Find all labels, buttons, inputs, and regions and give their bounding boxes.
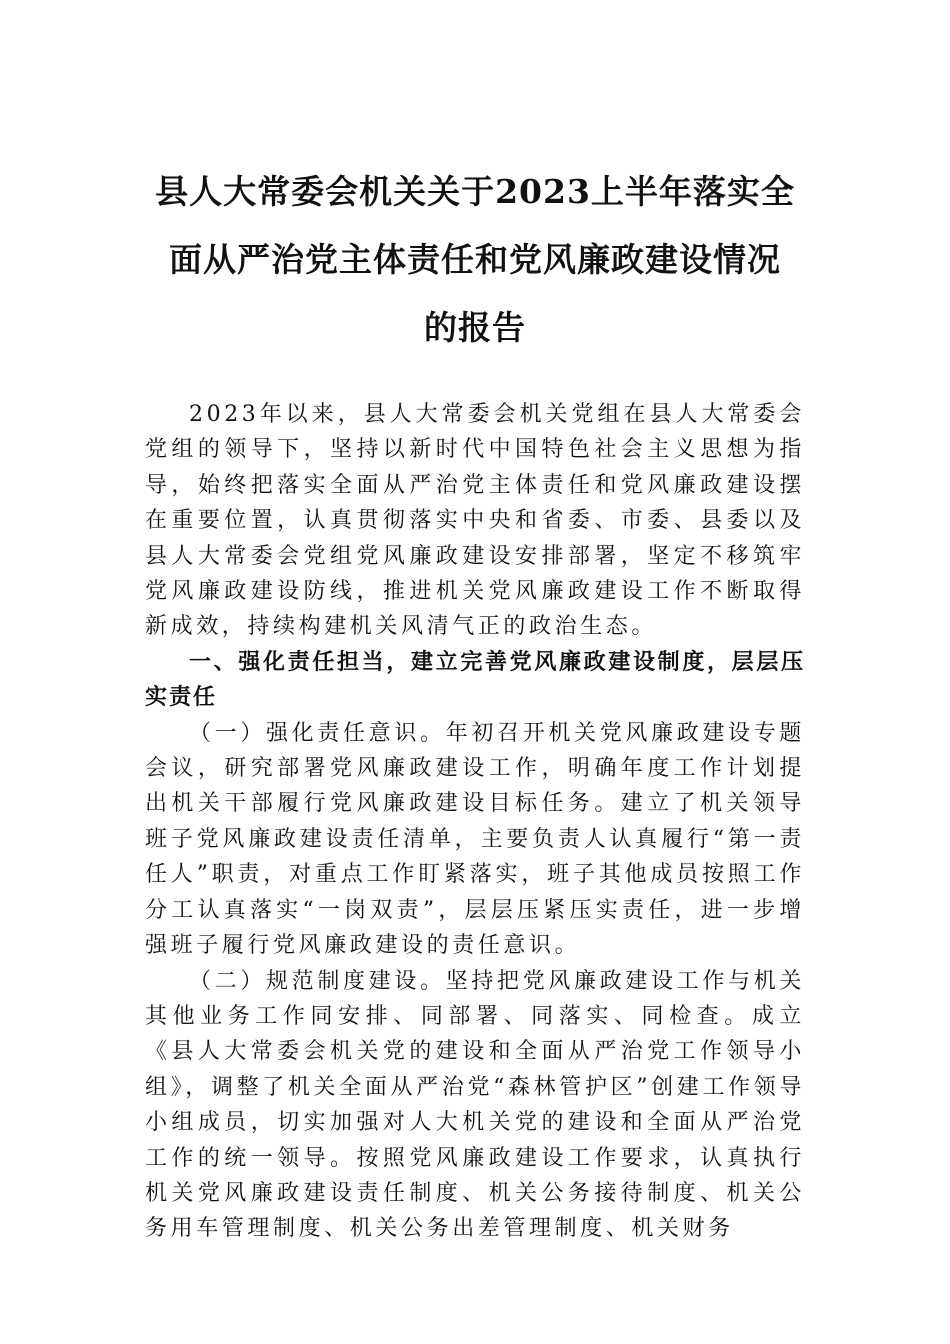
subsection-paragraph-1: （一）强化责任意识。年初召开机关党风廉政建设专题会议，研究部署党风廉政建设工作，明确年度工作计划提出机关干部履行党风廉政建设目标任务。建立了机关领导班子党风廉政建设责任清单，主要负责人认真履行“第一责任人”职责，对重点工作盯紧落实，班子其他成员按照工作分工认真落实“一岗双责”，层层压紧压实责任，进一步增强班子履行党风廉政建设的责任意识。 bbox=[145, 720, 805, 959]
section-heading-1: 一、强化责任担当，建立完善党风廉政建设制度，层层压实责任 bbox=[145, 649, 805, 711]
title-line-3: 的报告 bbox=[424, 308, 526, 347]
intro-paragraph: 2023年以来，县人大常委会机关党组在县人大常委会党组的领导下，坚持以新时代中国特色社会主义思想为指导，始终把落实全面从严治党主体责任和党风廉政建设摆在重要位置，认真贯彻落实中央和省委、市委、县委以及县人大常委会党组党风廉政建设安排部署，坚定不移筑牢党风廉政建设防线，推进机关党风廉政建设工作不断取得新成效，持续构建机关风清气正的政治生态。 bbox=[145, 402, 805, 640]
document-body bbox=[145, 397, 805, 1247]
document-title bbox=[145, 158, 805, 362]
title-line-1: 县人大常委会机关关于2023上半年落实全 bbox=[155, 172, 795, 211]
title-line-2: 面从严治党主体责任和党风廉政建设情况 bbox=[169, 240, 781, 279]
subsection-paragraph-2: （二）规范制度建设。坚持把党风廉政建设工作与机关其他业务工作同安排、同部署、同落实、同检查。成立《县人大常委会机关党的建设和全面从严治党工作领导小组》，调整了机关全面从严治党“森林管护区”创建工作领导小组成员，切实加强对人大机关党的建设和全面从严治党工作的统一领导。按照党风廉政建设工作要求，认真执行机关党风廉政建设责任制度、机关公务接待制度、机关公务用车管理制度、机关公务出差管理制度、机关财务 bbox=[145, 968, 805, 1242]
